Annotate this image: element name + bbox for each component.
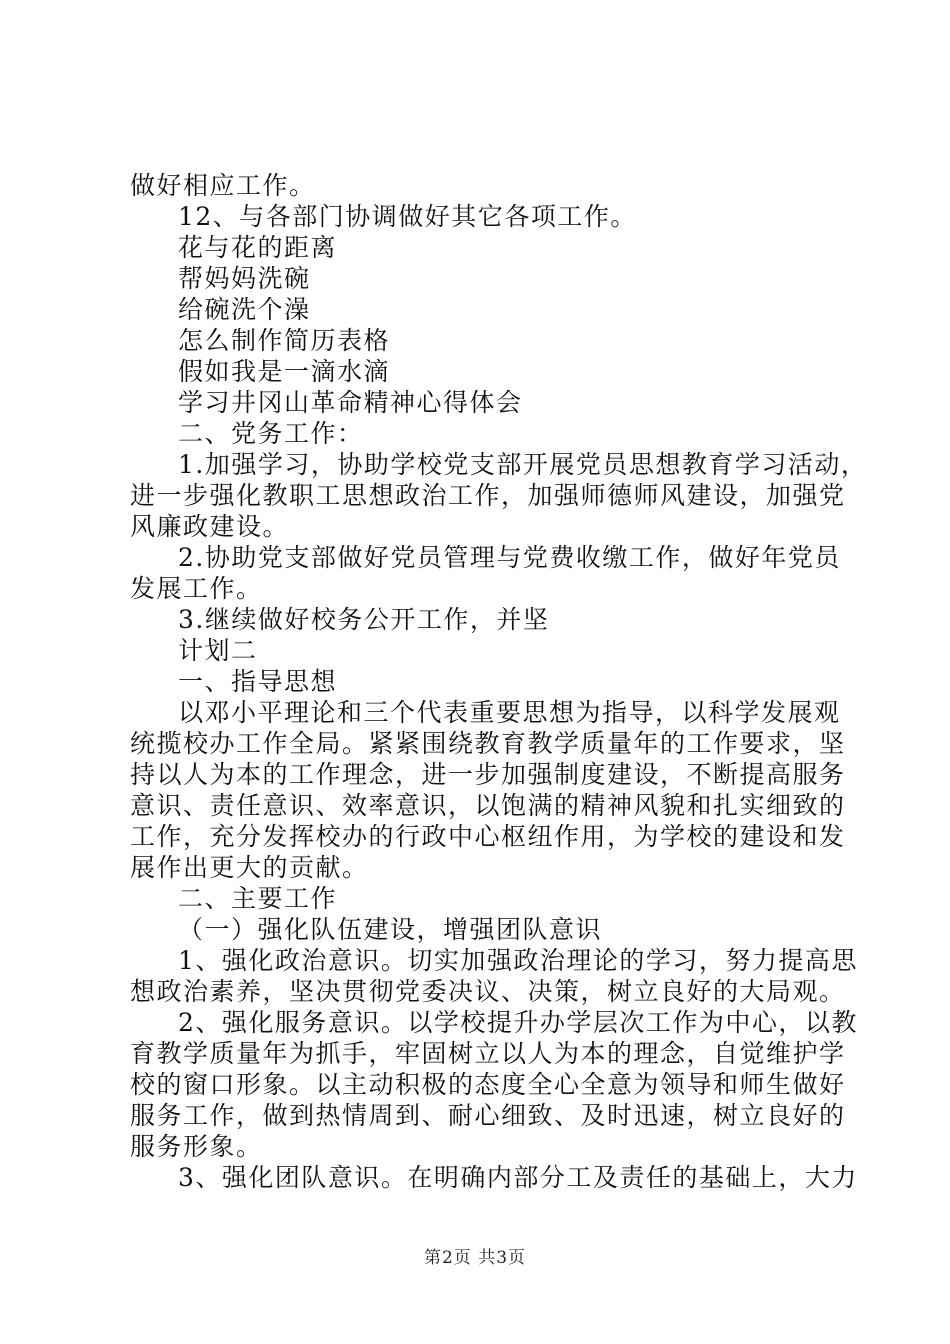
text-line: 给碗洗个澡 [178,295,311,324]
text-line: 花与花的距离 [178,233,338,262]
text-line: 二、党务工作： [178,419,364,448]
text-line: 帮妈妈洗碗 [178,264,311,293]
text-line: 服务形象。 [130,1132,263,1161]
text-line: （一）强化队伍建设，增强团队意识 [178,915,603,944]
text-line: 工作，充分发挥校办的行政中心枢纽作用，为学校的建设和发 [130,822,846,851]
text-line: 统揽校办工作全局。紧紧围绕教育教学质量年的工作要求，坚 [130,729,846,758]
page-footer: 第2页 共3页 [423,1248,527,1268]
text-line: 学习井冈山革命精神心得体会 [178,388,523,417]
text-line: 服务工作，做到热情周到、耐心细致、及时迅速，树立良好的 [130,1101,846,1130]
text-line: 育教学质量年为抓手，牢固树立以人为本的理念，自觉维护学 [130,1039,846,1068]
text-line: 12、与各部门协调做好其它各项工作。 [178,202,637,231]
text-line: 一、指导思想 [178,667,338,696]
text-line: 做好相应工作。 [130,171,316,200]
text-line: 3、强化团队意识。在明确内部分工及责任的基础上，大力 [178,1163,858,1192]
text-line: 1、强化政治意识。切实加强政治理论的学习，努力提高思 [178,946,858,975]
text-line: 持以人为本的工作理念，进一步加强制度建设，不断提高服务 [130,760,846,789]
text-line: 进一步强化教职工思想政治工作，加强师德师风建设，加强党 [130,481,846,510]
text-line: 意识、责任意识、效率意识，以饱满的精神风貌和扎实细致的 [130,791,846,820]
document-body [130,170,868,1193]
text-line: 以邓小平理论和三个代表重要思想为指导，以科学发展观 [178,698,841,727]
text-line: 想政治素养，坚决贯彻党委决议、决策，树立良好的大局观。 [130,977,846,1006]
text-line: 1.加强学习，协助学校党支部开展党员思想教育学习活动， [178,450,868,479]
text-line: 校的窗口形象。以主动积极的态度全心全意为领导和师生做好 [130,1070,846,1099]
text-line: 发展工作。 [130,574,263,603]
text-line: 计划二 [178,636,258,665]
text-line: 2、强化服务意识。以学校提升办学层次工作为中心，以教 [178,1008,858,1037]
text-line: 2.协助党支部做好党员管理与党费收缴工作，做好年党员 [178,543,841,572]
text-line: 风廉政建设。 [130,512,290,541]
text-line: 展作出更大的贡献。 [130,853,369,882]
text-line: 二、主要工作 [178,884,338,913]
text-line: 怎么制作简历表格 [178,326,391,355]
text-line: 3.继续做好校务公开工作，并坚 [178,605,550,634]
text-line: 假如我是一滴水滴 [178,357,391,386]
